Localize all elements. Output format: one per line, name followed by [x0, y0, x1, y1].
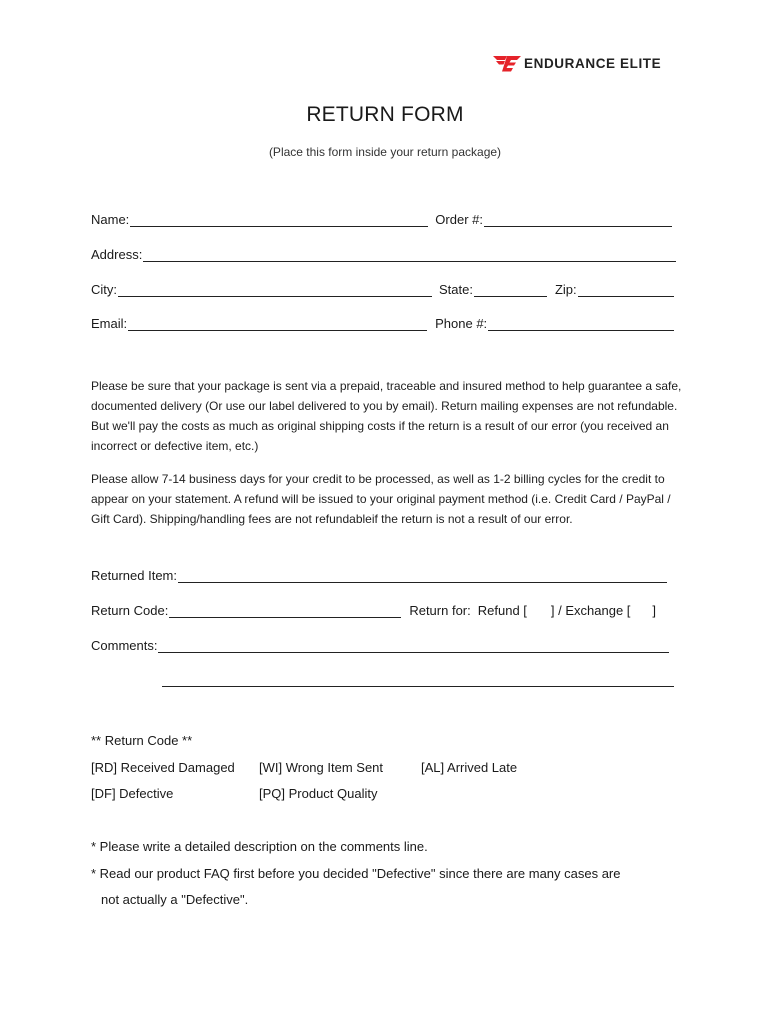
order-field[interactable] — [484, 212, 672, 227]
brand-name: ENDURANCE ELITE — [524, 55, 662, 71]
address-field[interactable] — [143, 247, 676, 262]
code-df: [DF] Defective — [91, 786, 174, 801]
code-rd: [RD] Received Damaged — [91, 760, 235, 775]
return-code-label: Return Code: — [91, 603, 169, 618]
name-label: Name: — [91, 212, 130, 227]
address-label: Address: — [91, 247, 143, 262]
address-row — [91, 246, 676, 262]
note-faq-line-1: * Read our product FAQ first before you decided "Defective" since there are many cases are — [91, 866, 621, 881]
zip-label: Zip: — [554, 282, 577, 297]
return-for-label: Return for: — [409, 603, 471, 618]
returned-item-field[interactable] — [178, 568, 667, 583]
returned-item-label: Returned Item: — [91, 568, 177, 583]
state-field[interactable] — [474, 282, 547, 297]
comments-field[interactable] — [158, 638, 669, 653]
comments-label: Comments: — [91, 638, 158, 653]
exchange-close-bracket: ] — [652, 603, 657, 618]
refund-policy-text: Please allow 7-14 business days for your credit to be processed, as well as 1-2 billing cycles for the credit to appear on your statement. A refund will be issued to your original payment method (i.e. Credit Card / PayPal / Gift Card). Shipping/handling fees are not refundableif the return is not a result of our error. — [91, 472, 671, 526]
exchange-option[interactable]: ] / Exchange [ — [550, 603, 631, 618]
code-wi: [WI] Wrong Item Sent — [259, 760, 384, 775]
zip-field[interactable] — [578, 282, 674, 297]
shipping-policy-text: Please be sure that your package is sent via a prepaid, traceable and insured method to help guarantee a safe, documented delivery (Or use our label delivered to you by email). Return mailing expenses are not refundable. But we'll pay the costs as much as original shipping costs if the return is a result of our error (you received an incorrect or defective item, etc.) — [91, 379, 682, 453]
code-al: [AL] Arrived Late — [421, 760, 518, 775]
refund-option[interactable]: Refund [ — [477, 603, 527, 618]
note-comments: * Please write a detailed description on the comments line. — [91, 839, 428, 854]
phone-field[interactable] — [488, 316, 674, 331]
comments-row — [91, 637, 669, 653]
city-label: City: — [91, 282, 117, 297]
brand-logo — [493, 54, 661, 72]
note-faq-line-2: not actually a "Defective". — [101, 892, 249, 907]
city-field[interactable] — [118, 282, 432, 297]
comments-field-line-2[interactable] — [162, 672, 674, 687]
form-title: RETURN FORM — [306, 103, 464, 126]
name-field[interactable] — [130, 212, 428, 227]
returned-item-row — [91, 567, 667, 583]
return-code-field[interactable] — [169, 603, 401, 618]
email-label: Email: — [91, 316, 128, 331]
form-subtitle: (Place this form inside your return package) — [268, 145, 502, 159]
return-code-heading: ** Return Code ** — [91, 733, 193, 748]
phone-label: Phone #: — [435, 316, 488, 331]
email-field[interactable] — [128, 316, 427, 331]
email-phone-row — [91, 315, 674, 331]
name-order-row — [91, 211, 672, 227]
order-label: Order #: — [435, 212, 483, 227]
winged-e-logo-icon — [493, 54, 521, 72]
return-code-row — [91, 602, 656, 618]
state-label: State: — [439, 282, 473, 297]
code-pq: [PQ] Product Quality — [259, 786, 378, 801]
city-state-zip-row — [91, 281, 674, 297]
